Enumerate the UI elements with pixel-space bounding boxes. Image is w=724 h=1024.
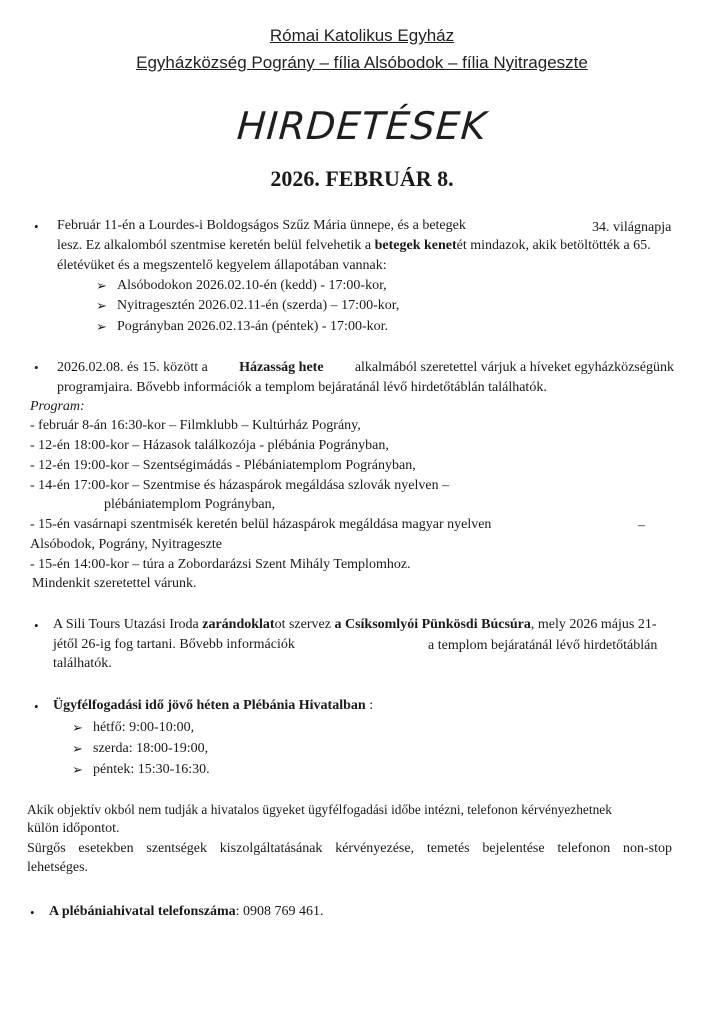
program-item-3: - 12-én 19:00-kor – Szentségimádás - Plébániatemplom Pogrányban,	[30, 458, 416, 473]
bullet: •	[34, 360, 39, 375]
program-item-1: - február 8-án 16:30-kor – Filmklubb – Kultúrház Pográny,	[30, 418, 361, 433]
item2-line1	[57, 358, 674, 377]
program-closing: Mindenkit szeretettel várunk.	[32, 576, 197, 591]
arrow-icon: ➢	[96, 298, 107, 313]
item2-line1b: Házasság hete	[239, 360, 324, 375]
item1-sub1: Alsóbodokon 2026.02.10-én (kedd) - 17:00-kor,	[117, 278, 387, 293]
item3-line3: találhatók.	[53, 656, 112, 671]
arrow-icon: ➢	[72, 720, 83, 735]
item1-line2c: ét mindazok, akik betöltötték a 65.	[456, 238, 651, 253]
item1-line1b: 34. világnapja	[592, 220, 672, 235]
page-title: HIRDETÉSEK	[235, 104, 489, 148]
item2-line1a: 2026.02.08. és 15. között a	[57, 360, 208, 375]
item1-sub3: Pogrányban 2026.02.13-án (péntek) - 17:00-kor.	[117, 319, 388, 334]
item3-line2a: jétől 26-ig fog tartani. Bővebb információk	[53, 637, 295, 652]
office-hours-wednesday: szerda: 18:00-19:00,	[93, 741, 209, 756]
program-item-4b: plébániatemplom Pogrányban,	[104, 497, 276, 512]
para-line1: Akik objektív okból nem tudják a hivatalos ügyeket ügyfélfogadási időbe intézni, telefonon kérvényezhetnek	[27, 802, 612, 817]
office-hours-heading: Ügyfélfogadási idő jövő héten a Plébánia Hivatalban	[53, 698, 366, 713]
item3-line1b: zarándoklat	[202, 617, 275, 632]
program-item-5-dash: –	[638, 518, 645, 533]
item3-line1d: a Csíksomlyói Pünkösdi Búcsúra	[334, 617, 531, 632]
item1-line2b: betegek kenet	[374, 238, 457, 253]
program-item-5a: - 15-én vasárnapi szentmisék keretén belül házaspárok megáldása magyar nyelven	[30, 517, 492, 532]
program-label: Program:	[30, 399, 85, 414]
office-hours-colon: :	[369, 698, 374, 713]
office-hours-friday: péntek: 15:30-16:30.	[93, 762, 210, 777]
para-line2: külön időpontot.	[27, 821, 120, 836]
item3-line1	[53, 615, 657, 634]
item1-sub2: Nyitragesztén 2026.02.11-én (szerda) – 17:00-kor,	[117, 298, 400, 313]
item2-line1c: alkalmából szeretettel várjuk a híveket egyházközségünk	[354, 360, 674, 375]
program-item-5b: Alsóbodok, Pográny, Nyitrageszte	[30, 537, 222, 552]
bullet: •	[34, 699, 39, 714]
bullet: •	[34, 219, 39, 234]
phone-label: A plébániahivatal telefonszáma	[49, 904, 236, 919]
item1-line3: életévüket és a megszentelő kegyelem állapotában vannak:	[57, 258, 387, 273]
item1-line2	[57, 236, 676, 255]
item1-line1a: Február 11-én a Lourdes-i Boldogságos Szűz Mária ünnepe, és a betegek	[57, 218, 466, 233]
arrow-icon: ➢	[96, 319, 107, 334]
bullet: •	[34, 618, 39, 633]
office-hours-monday: hétfő: 9:00-10:00,	[93, 720, 195, 735]
item2-line2: programjaira. Bővebb információk a templom bejáratánál lévő hirdetőtáblán találhatók.	[57, 380, 547, 395]
item3-line1a: A Sili Tours Utazási Iroda	[53, 617, 199, 632]
program-item-6: - 15-én 14:00-kor – túra a Zobordarázsi Szent Mihály Templomhoz.	[30, 557, 411, 572]
arrow-icon: ➢	[96, 278, 107, 293]
program-item-4a: - 14-én 17:00-kor – Szentmise és házaspárok megáldása szlovák nyelven –	[30, 478, 450, 493]
arrow-icon: ➢	[72, 762, 83, 777]
church-name: Római Katolikus Egyház	[269, 26, 455, 45]
arrow-icon: ➢	[72, 741, 83, 756]
parish-names: Egyházközség Pográny – fília Alsóbodok – fília Nyitrageszte	[136, 53, 588, 72]
announcement-date: 2026. FEBRUÁR 8.	[270, 166, 454, 191]
phone-number: : 0908 769 461.	[235, 904, 324, 919]
item1-line2a: lesz. Ez alkalomból szentmise keretén belül felvehetik a	[57, 238, 372, 253]
para-line3-wrap	[27, 839, 672, 858]
para-line3: Sürgős esetekben szentségek kiszolgáltatásának kérvényezése, temetés bejelentése telefonon non-stop	[27, 841, 672, 856]
bullet: •	[30, 905, 35, 920]
item3-line2b: a templom bejáratánál lévő hirdetőtáblán	[428, 638, 658, 653]
item3-line1e: , mely 2026 május 21-	[530, 617, 657, 632]
program-item-2: - 12-én 18:00-kor – Házasok találkozója - plébánia Pogrányban,	[30, 438, 389, 453]
item3-line1c: ot szervez	[274, 617, 331, 632]
para-line4: lehetséges.	[27, 860, 89, 875]
